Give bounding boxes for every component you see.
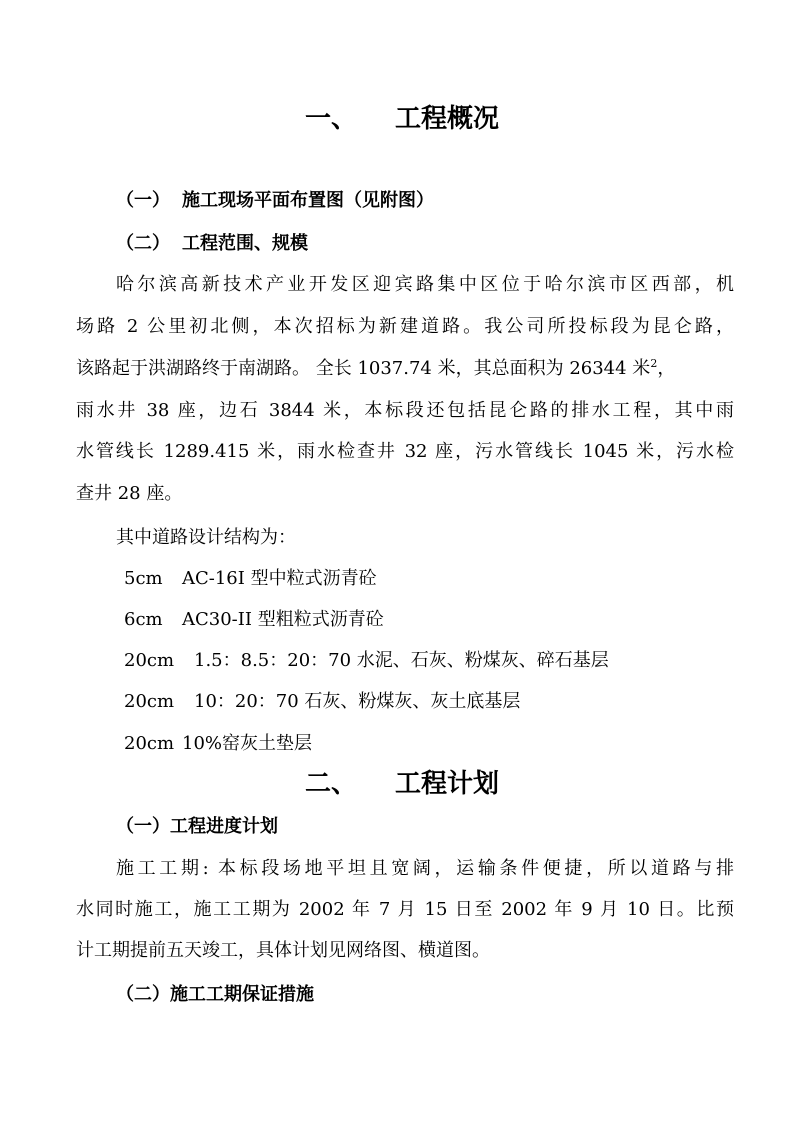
subsection-1-1-number: （一） [116, 190, 170, 211]
layer-2-spec: AC30-II 型粗粒式沥青砼 [182, 609, 384, 630]
structure-layer-5 [124, 731, 312, 757]
section-2-heading [305, 767, 499, 801]
area-superscript: 2 [650, 357, 658, 370]
subsection-1-2-number: （二） [116, 233, 170, 254]
layer-5-thickness: 20cm [124, 733, 175, 754]
layer-5-spec: 10%窑灰土垫层 [182, 733, 313, 754]
section-1-heading [305, 102, 499, 136]
structure-layer-4 [124, 689, 520, 715]
paragraph-1-line-4: 雨水井 38 座，边石 3844 米，本标段还包括昆仑路的排水工程，其中雨 [76, 400, 734, 421]
paragraph-1-line-6: 查井 28 座。 [76, 483, 183, 504]
subsection-2-2-heading: （二）施工工期保证措施 [116, 984, 314, 1005]
section-2-title: 工程计划 [395, 769, 500, 799]
subsection-1-1-heading [116, 188, 434, 214]
paragraph-2-line-3: 计工期提前五天竣工，具体计划见网络图、横道图。 [76, 940, 490, 961]
paragraph-1-line-3 [76, 356, 734, 382]
paragraph-2-line-1: 施工工期: 本标段场地平坦且宽阔，运输条件便捷，所以道路与排 [116, 858, 734, 879]
layer-3-spec: 1.5：8.5：20：70 水泥、石灰、粉煤灰、碎石基层 [194, 650, 609, 671]
layer-1-spec: AC-16I 型中粒式沥青砼 [182, 568, 377, 589]
paragraph-1-line-1: 哈尔滨高新技术产业开发区迎宾路集中区位于哈尔滨市区西部，机 [116, 274, 734, 295]
layer-1-thickness: 5cm [124, 568, 163, 589]
subsection-1-2-title: 工程范围、规模 [182, 233, 308, 254]
section-1-title: 工程概况 [395, 104, 500, 134]
layer-3-thickness: 20cm [124, 650, 175, 671]
structure-layer-3 [124, 648, 609, 674]
section-2-number: 二、 [305, 769, 358, 799]
structure-layer-1 [124, 566, 377, 592]
structure-layer-2 [124, 607, 384, 633]
subsection-1-2-heading [116, 231, 308, 257]
layer-4-thickness: 20cm [124, 691, 175, 712]
paragraph-2-line-2: 水同时施工，施工工期为 2002 年 7 月 15 日至 2002 年 9 月 10 日。比预 [76, 899, 734, 920]
subsection-1-1-title: 施工现场平面布置图（见附图） [182, 190, 434, 211]
paragraph-1-line-2: 场路 2 公里初北侧，本次招标为新建道路。我公司所投标段为昆仑路， [76, 316, 734, 337]
area-suffix: ， [657, 358, 676, 379]
paragraph-1-line-3-text: 该路起于洪湖路终于南湖路。 全长 1037.74 米，其总面积为 26344 米 [76, 358, 651, 379]
paragraph-1-line-5: 水管线长 1289.415 米，雨水检查井 32 座，污水管线长 1045 米，污水检 [76, 441, 734, 462]
layer-4-spec: 10：20：70 石灰、粉煤灰、灰土底基层 [194, 691, 521, 712]
structure-intro: 其中道路设计结构为： [116, 527, 296, 548]
layer-2-thickness: 6cm [124, 609, 163, 630]
section-1-number: 一、 [305, 104, 358, 134]
subsection-2-1-heading: （一）工程进度计划 [116, 816, 278, 837]
